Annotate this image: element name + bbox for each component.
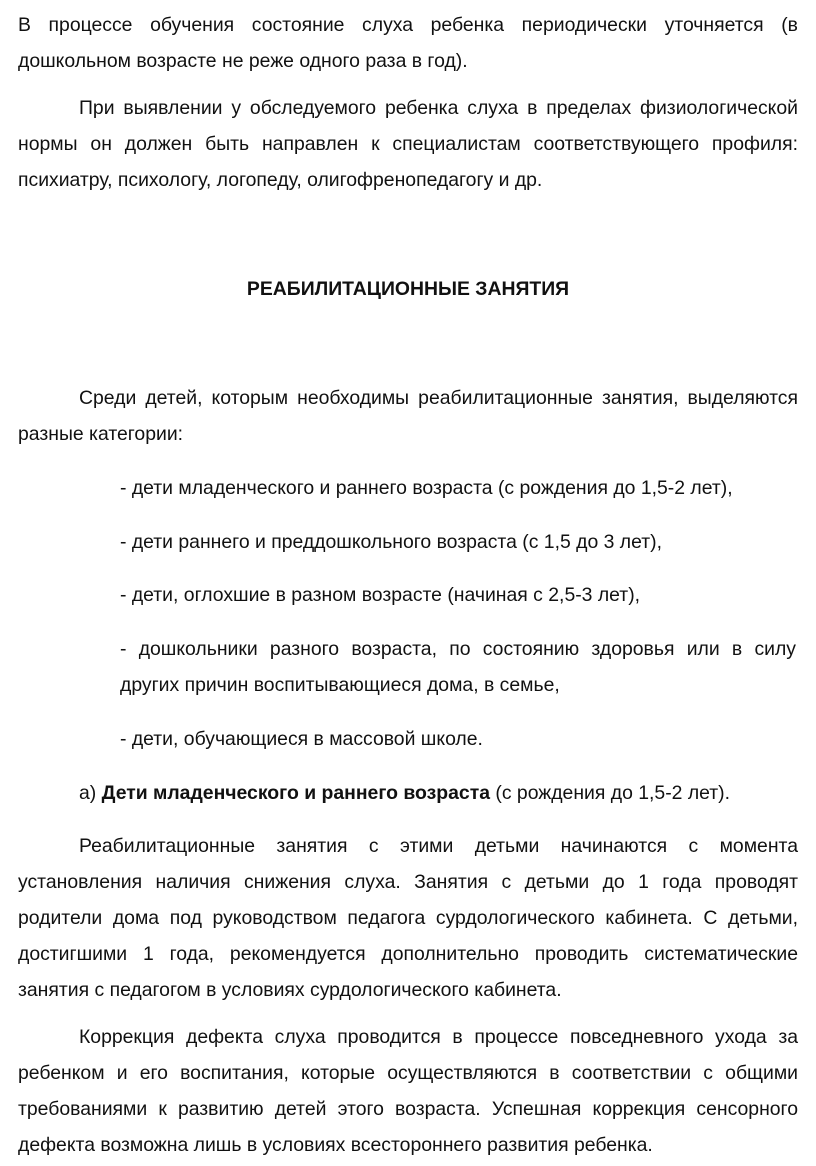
subsection-prefix: а) xyxy=(79,782,102,804)
subsection-suffix: (с рождения до 1,5-2 лет). xyxy=(489,782,731,804)
paragraph-referral: При выявлении у обследуемого ребенка слуха в пределах физиологической нормы он должен быть направлен к специалистам соответствующего профиля: психиатру, психологу, логопеду, олигофренопедагогу и др. xyxy=(18,97,798,191)
category-item-home-preschoolers: - дошкольники разного возраста, по состоянию здоровья или в силу других причин воспитывающиеся дома, в семье, xyxy=(120,638,796,696)
paragraph-hearing-check: В процессе обучения состояние слуха ребенка периодически уточняется (в дошкольном возрасте не реже одного раза в год). xyxy=(18,14,798,72)
category-item-infants: - дети младенческого и раннего возраста (с рождения до 1,5-2 лет), xyxy=(120,477,733,499)
paragraph-rehab-sessions: Реабилитационные занятия с этими детьми начинаются с момента установления наличия снижения слуха. Занятия с детьми до 1 года проводят родители дома под руководством педагога сурдологического кабинета. С детьми, достигшими 1 года, рекомендуется дополнительно проводить систематические занятия с педагогом в условиях сурдологического кабинета. xyxy=(18,835,798,1001)
category-item-mass-school: - дети, обучающиеся в массовой школе. xyxy=(120,728,483,750)
category-item-early-age: - дети раннего и преддошкольного возраста (с 1,5 до 3 лет), xyxy=(120,531,662,553)
subsection-heading xyxy=(18,775,798,811)
subsection-title: Дети младенческого и раннего возраста xyxy=(101,782,490,804)
section-heading: РЕАБИЛИТАЦИОННЫЕ ЗАНЯТИЯ xyxy=(246,278,570,300)
paragraph-categories-intro: Среди детей, которым необходимы реабилитационные занятия, выделяются разные категории: xyxy=(18,387,798,445)
category-item-deafened: - дети, оглохшие в разном возрасте (начиная с 2,5-3 лет), xyxy=(120,584,641,606)
paragraph-hearing-correction: Коррекция дефекта слуха проводится в процессе повседневного ухода за ребенком и его воспитания, которые осуществляются в соответствии с общими требованиями к развитию детей этого возраста. Успешная коррекция сенсорного дефекта возможна лишь в условиях всестороннего развития ребенка. xyxy=(18,1026,798,1156)
